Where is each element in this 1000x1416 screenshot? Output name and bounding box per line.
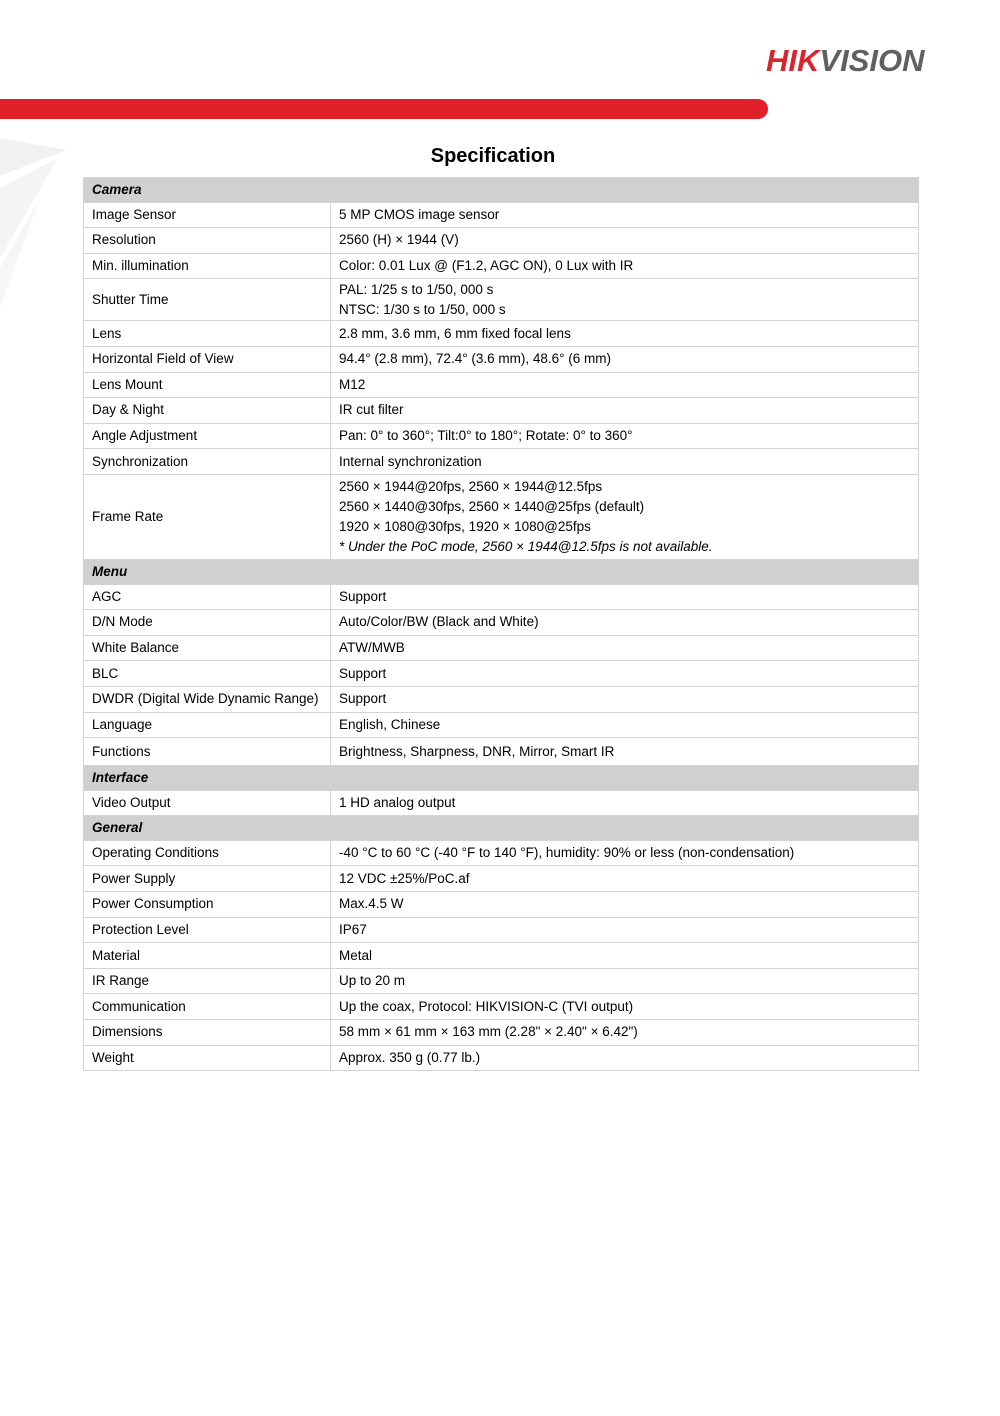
spec-value: M12 [331, 372, 919, 398]
spec-value: Pan: 0° to 360°; Tilt:0° to 180°; Rotate: 0° to 360° [331, 423, 919, 449]
table-row [84, 321, 919, 347]
brand-red-bar [0, 99, 768, 119]
table-row [84, 279, 919, 321]
table-row [84, 943, 919, 969]
hikvision-logo [766, 44, 954, 78]
spec-label: Dimensions [84, 1020, 331, 1046]
spec-label: Shutter Time [84, 279, 331, 321]
spec-value: Up to 20 m [331, 968, 919, 994]
table-row [84, 892, 919, 918]
spec-value: Up the coax, Protocol: HIKVISION-C (TVI output) [331, 994, 919, 1020]
section-header-menu [84, 559, 919, 584]
spec-label: Synchronization [84, 449, 331, 475]
spec-label: Operating Conditions [84, 840, 331, 866]
spec-label: Functions [84, 738, 331, 766]
section-label: Menu [84, 559, 919, 584]
spec-value: Support [331, 686, 919, 712]
table-row [84, 346, 919, 372]
table-row [84, 202, 919, 228]
spec-label: BLC [84, 661, 331, 687]
table-row [84, 686, 919, 712]
spec-label: Lens Mount [84, 372, 331, 398]
spec-value: 12 VDC ±25%/PoC.af [331, 866, 919, 892]
spec-label: D/N Mode [84, 610, 331, 636]
spec-value: -40 °C to 60 °C (-40 °F to 140 °F), humidity: 90% or less (non-condensation) [331, 840, 919, 866]
spec-value-line: 2560 × 1440@30fps, 2560 × 1440@25fps (default) [339, 498, 645, 514]
spec-label: AGC [84, 584, 331, 610]
spec-label: IR Range [84, 968, 331, 994]
spec-label: Resolution [84, 228, 331, 254]
table-row [84, 449, 919, 475]
table-row [84, 1020, 919, 1046]
table-row [84, 228, 919, 254]
spec-value: Max.4.5 W [331, 892, 919, 918]
table-row [84, 917, 919, 943]
section-label: Camera [84, 178, 919, 203]
spec-value: IR cut filter [331, 398, 919, 424]
table-row [84, 635, 919, 661]
spec-label: Video Output [84, 790, 331, 816]
spec-label: Min. illumination [84, 253, 331, 279]
specification-table [83, 177, 919, 1071]
spec-label: Lens [84, 321, 331, 347]
spec-value: Metal [331, 943, 919, 969]
table-row [84, 610, 919, 636]
section-header-camera [84, 178, 919, 203]
logo-text-vision: VISION [819, 43, 925, 78]
table-row [84, 840, 919, 866]
section-header-general [84, 816, 919, 841]
page-title: Specification [430, 145, 556, 167]
logo-text-hik: HIK [766, 43, 820, 78]
section-label: General [84, 816, 919, 841]
spec-value-line: 1920 × 1080@30fps, 1920 × 1080@25fps [339, 518, 591, 534]
spec-value: ATW/MWB [331, 635, 919, 661]
table-row [84, 968, 919, 994]
spec-value-line: NTSC: 1/30 s to 1/50, 000 s [339, 301, 506, 317]
spec-label: Material [84, 943, 331, 969]
table-row [84, 584, 919, 610]
spec-label: Horizontal Field of View [84, 346, 331, 372]
spec-value [331, 474, 919, 559]
section-label: Interface [84, 766, 919, 791]
section-header-interface [84, 766, 919, 791]
spec-label: Power Consumption [84, 892, 331, 918]
spec-value: English, Chinese [331, 712, 919, 738]
table-row [84, 738, 919, 766]
table-row [84, 253, 919, 279]
spec-value: 94.4° (2.8 mm), 72.4° (3.6 mm), 48.6° (6 mm) [331, 346, 919, 372]
table-row [84, 423, 919, 449]
spec-value-line: 2560 × 1944@20fps, 2560 × 1944@12.5fps [339, 478, 603, 494]
spec-label: Power Supply [84, 866, 331, 892]
table-row [84, 474, 919, 559]
table-row [84, 994, 919, 1020]
spec-value: IP67 [331, 917, 919, 943]
spec-value: 1 HD analog output [331, 790, 919, 816]
spec-label: Day & Night [84, 398, 331, 424]
spec-label: Image Sensor [84, 202, 331, 228]
table-row [84, 398, 919, 424]
spec-value: 2560 (H) × 1944 (V) [331, 228, 919, 254]
spec-label: Angle Adjustment [84, 423, 331, 449]
spec-value: Support [331, 661, 919, 687]
spec-label: Communication [84, 994, 331, 1020]
spec-value: Internal synchronization [331, 449, 919, 475]
spec-value: Auto/Color/BW (Black and White) [331, 610, 919, 636]
spec-label: White Balance [84, 635, 331, 661]
spec-value: Approx. 350 g (0.77 lb.) [331, 1045, 919, 1071]
spec-value-line: PAL: 1/25 s to 1/50, 000 s [339, 281, 494, 297]
spec-value-note: * Under the PoC mode, 2560 × 1944@12.5fps is not available. [339, 538, 713, 554]
spec-label: DWDR (Digital Wide Dynamic Range) [84, 686, 331, 712]
spec-value: 2.8 mm, 3.6 mm, 6 mm fixed focal lens [331, 321, 919, 347]
spec-value: Support [331, 584, 919, 610]
spec-label: Protection Level [84, 917, 331, 943]
table-row [84, 661, 919, 687]
table-row [84, 712, 919, 738]
table-row [84, 866, 919, 892]
spec-label: Language [84, 712, 331, 738]
spec-label: Weight [84, 1045, 331, 1071]
table-row [84, 372, 919, 398]
table-row [84, 790, 919, 816]
spec-value [331, 279, 919, 321]
spec-value: Color: 0.01 Lux @ (F1.2, AGC ON), 0 Lux with IR [331, 253, 919, 279]
spec-value: Brightness, Sharpness, DNR, Mirror, Smart IR [331, 738, 919, 766]
spec-label: Frame Rate [84, 474, 331, 559]
spec-value: 5 MP CMOS image sensor [331, 202, 919, 228]
spec-value: 58 mm × 61 mm × 163 mm (2.28" × 2.40" × 6.42") [331, 1020, 919, 1046]
table-row [84, 1045, 919, 1071]
